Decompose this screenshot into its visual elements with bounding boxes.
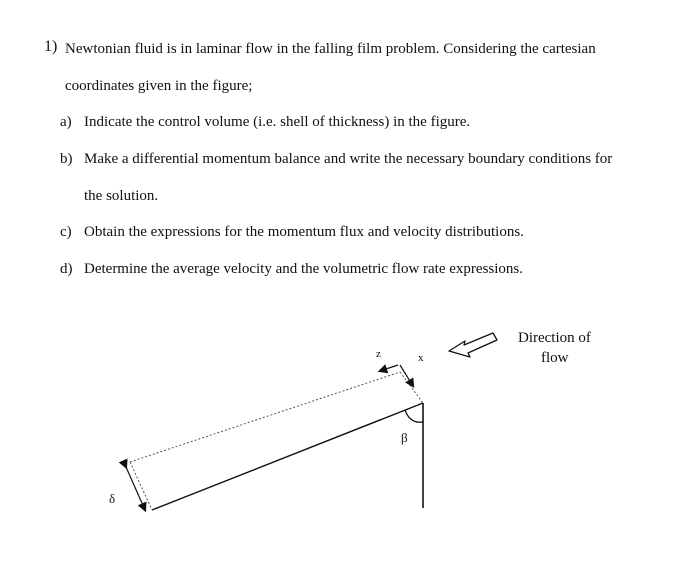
part-c-label: c)	[60, 224, 72, 240]
question-number: 1)	[44, 38, 58, 55]
part-c-text: Obtain the expressions for the momentum flux and velocity distributions.	[84, 224, 524, 240]
direction-label-line1: Direction of	[518, 330, 591, 346]
part-a-text: Indicate the control volume (i.e. shell of thickness) in the figure.	[84, 114, 471, 130]
film-left-edge	[130, 462, 152, 510]
angle-label: β	[401, 430, 408, 445]
film-right-edge	[400, 372, 423, 403]
part-b-text: Make a differential momentum balance and write the necessary boundary conditions for	[84, 151, 613, 167]
angle-arc	[405, 410, 423, 422]
part-a-label: a)	[60, 114, 72, 130]
part-b-label: b)	[60, 151, 73, 167]
part-d-label: d)	[60, 261, 73, 277]
question-text-line1: Newtonian fluid is in laminar flow in the falling film problem. Considering the cartesian	[65, 41, 596, 57]
z-axis-arrow	[380, 365, 398, 371]
question-text-line2: coordinates given in the figure;	[65, 78, 253, 94]
film-surface	[130, 372, 400, 462]
axis-x-label: x	[418, 352, 424, 364]
flow-direction-arrow	[449, 333, 497, 357]
direction-label-line2: flow	[541, 350, 569, 366]
part-d-text: Determine the average velocity and the volumetric flow rate expressions.	[84, 261, 523, 277]
inclined-plate	[152, 403, 423, 510]
part-b-text-cont: the solution.	[84, 188, 159, 204]
axis-z-label: z	[376, 348, 381, 360]
x-axis-arrow	[400, 365, 413, 386]
thickness-label: δ	[109, 491, 116, 506]
